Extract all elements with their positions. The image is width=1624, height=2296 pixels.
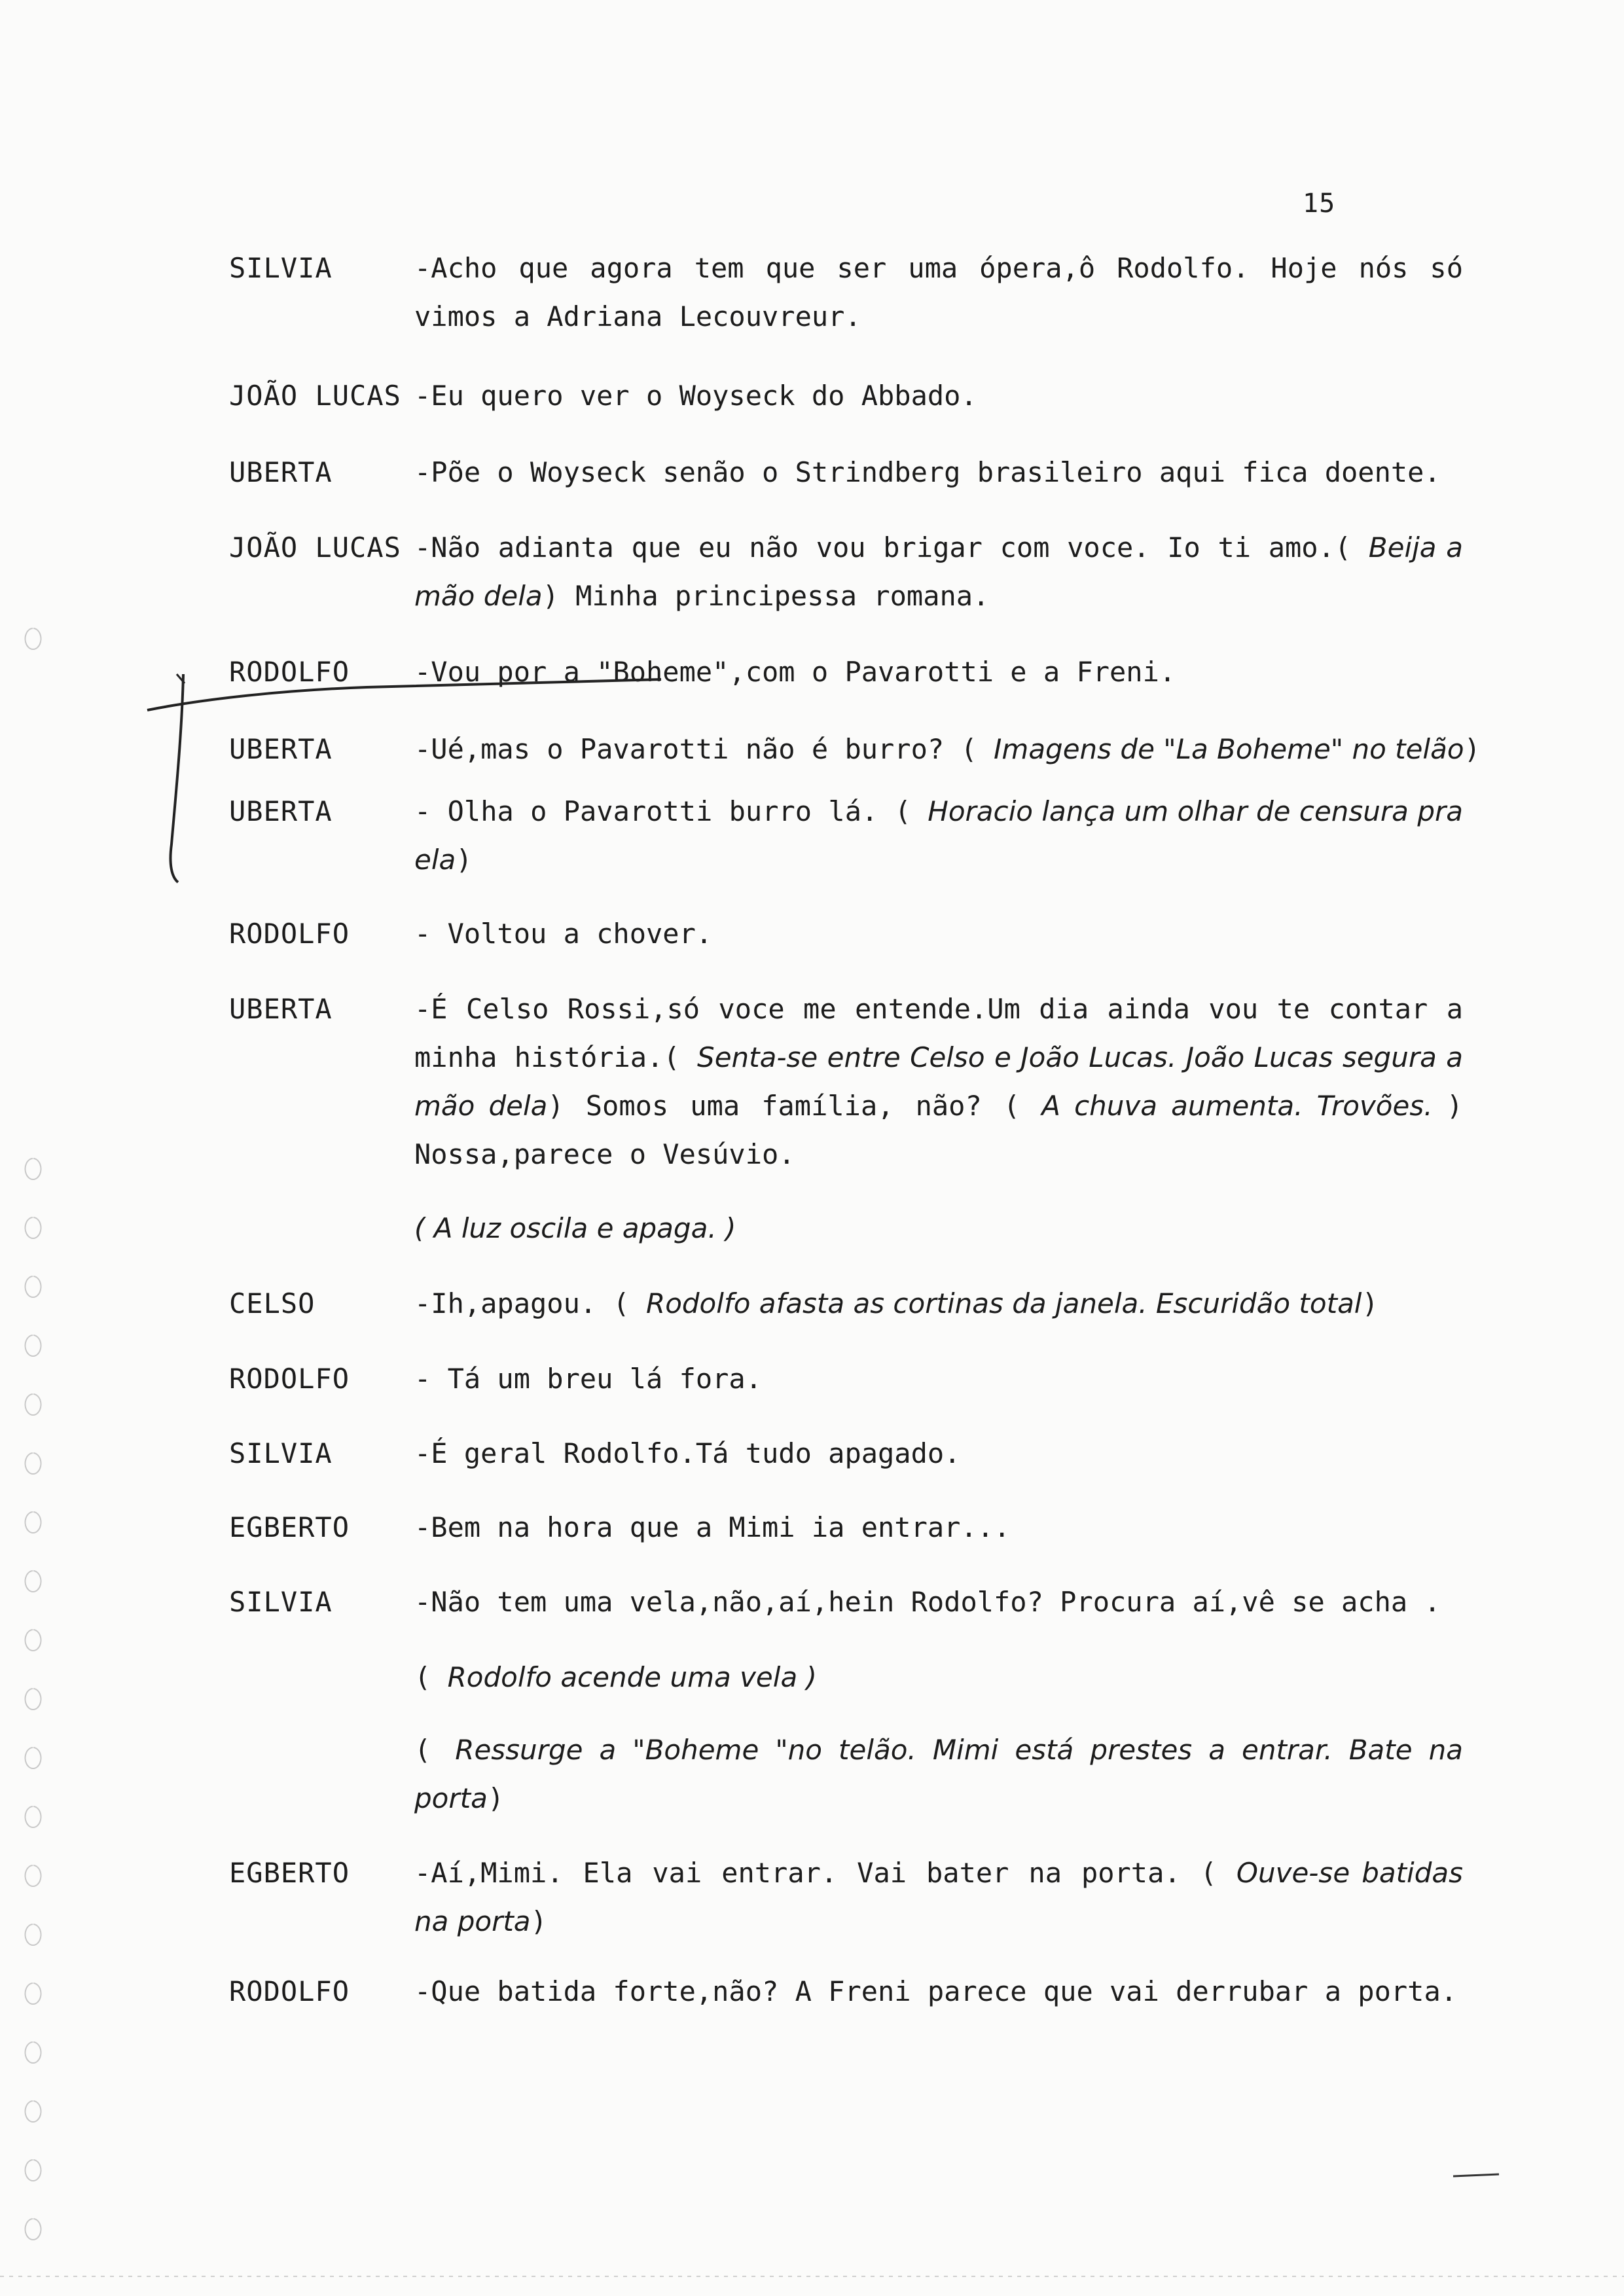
dialogue-text: ) [487,1782,505,1814]
dialogue-text: ) [1362,1287,1379,1319]
dialogue-text: -Aí,Mimi. Ela vai entrar. Vai bater na porta. ( [414,1857,1236,1889]
dialogue-text: -Bem na hora que a Mimi ia entrar... [414,1511,1011,1543]
dialogue-text: -Eu quero ver o Woyseck do Abbado. [414,380,977,412]
stage-direction-text: Senta-se entre Celso e João Lucas. João Lucas segura a mão dela [414,1041,1463,1122]
dialogue-text: ) [1464,733,1481,765]
speaker-name: UBERTA [229,993,333,1025]
binder-holes [13,0,52,2296]
dialogue-text: - Voltou a chover. [414,918,713,950]
pen-stroke-small [1453,2174,1499,2176]
stage-direction-text: Ressurge a "Boheme "no telão. Mimi está prestes a entrar. Bate na porta [414,1734,1463,1814]
dialogue-text: -Põe o Woyseck senão o Strindberg brasileiro aqui fica doente. [414,456,1441,488]
dialogue-text: -Acho que agora tem que ser uma ópera,ô Rodolfo. Hoje nós só vimos a Adriana Lecouvreur. [414,252,1463,332]
speaker-name: JOÃO LUCAS [229,380,401,412]
dialogue-text: ) [456,844,473,876]
dialogue-text: ( [414,1734,456,1766]
dialogue-text: -Vou por a "Boheme",com o Pavarotti e a Freni. [414,656,1176,688]
speaker-name: RODOLFO [229,918,350,950]
stage-direction-text: ( A luz oscila e apaga. ) [414,1212,736,1244]
dialogue-text: ) Minha principessa romana. [542,580,990,612]
dialogue-text: -Ih,apagou. ( [414,1287,647,1319]
dialogue-text: -Que batida forte,não? A Freni parece que vai derrubar a porta. [414,1975,1458,2007]
stage-direction-text: Imagens de "La Boheme" no telão [994,733,1464,765]
stage-direction-text: Rodolfo afasta as cortinas da janela. Escuridão total [646,1287,1362,1319]
dialogue-text: - Tá um breu lá fora. [414,1363,763,1395]
dialogue-text: -Não tem uma vela,não,aí,hein Rodolfo? Procura aí,vê se acha . [414,1586,1441,1618]
speaker-name: SILVIA [229,252,333,284]
dialogue-text: -Não adianta que eu não vou brigar com voce. Io ti amo.( [414,531,1369,564]
dialogue-text: ) Nossa,parece o Vesúvio. [414,1090,1464,1170]
dialogue-text: ( [414,1661,448,1693]
speaker-name: JOÃO LUCAS [229,531,401,564]
speaker-name: RODOLFO [229,656,350,688]
dialogue-text: ) Somos uma família, não? ( [547,1090,1042,1122]
stage-direction-text: Beija a mão dela [414,531,1463,612]
speaker-name: EGBERTO [229,1511,350,1543]
speaker-name: RODOLFO [229,1363,350,1395]
stage-direction-text: Rodolfo acende uma vela ) [447,1661,817,1693]
stage-direction-text: Horacio lança um olhar de censura pra ela [414,795,1463,876]
speaker-name: CELSO [229,1287,316,1319]
dialogue-text: -É geral Rodolfo.Tá tudo apagado. [414,1437,961,1469]
speaker-name: RODOLFO [229,1975,350,2007]
speaker-name: UBERTA [229,456,333,488]
stage-direction-text: Ouve-se batidas na porta [414,1857,1464,1937]
speaker-name: UBERTA [229,733,333,765]
speaker-name: SILVIA [229,1586,333,1618]
stage-direction-text: A chuva aumenta. Trovões. [1041,1090,1447,1122]
dialogue-text: -Ué,mas o Pavarotti não é burro? ( [414,733,994,765]
speaker-name: SILVIA [229,1437,333,1469]
speaker-name: UBERTA [229,795,333,827]
speaker-name: EGBERTO [229,1857,350,1889]
page-number: 15 [1303,188,1336,219]
dialogue-text: - Olha o Pavarotti burro lá. ( [414,795,928,827]
dialogue-text: -É Celso Rossi,só voce me entende.Um dia ainda vou te contar a minha história.( [414,993,1463,1073]
dialogue-text: ) [530,1905,547,1937]
pen-stroke-horizontal [147,679,661,710]
